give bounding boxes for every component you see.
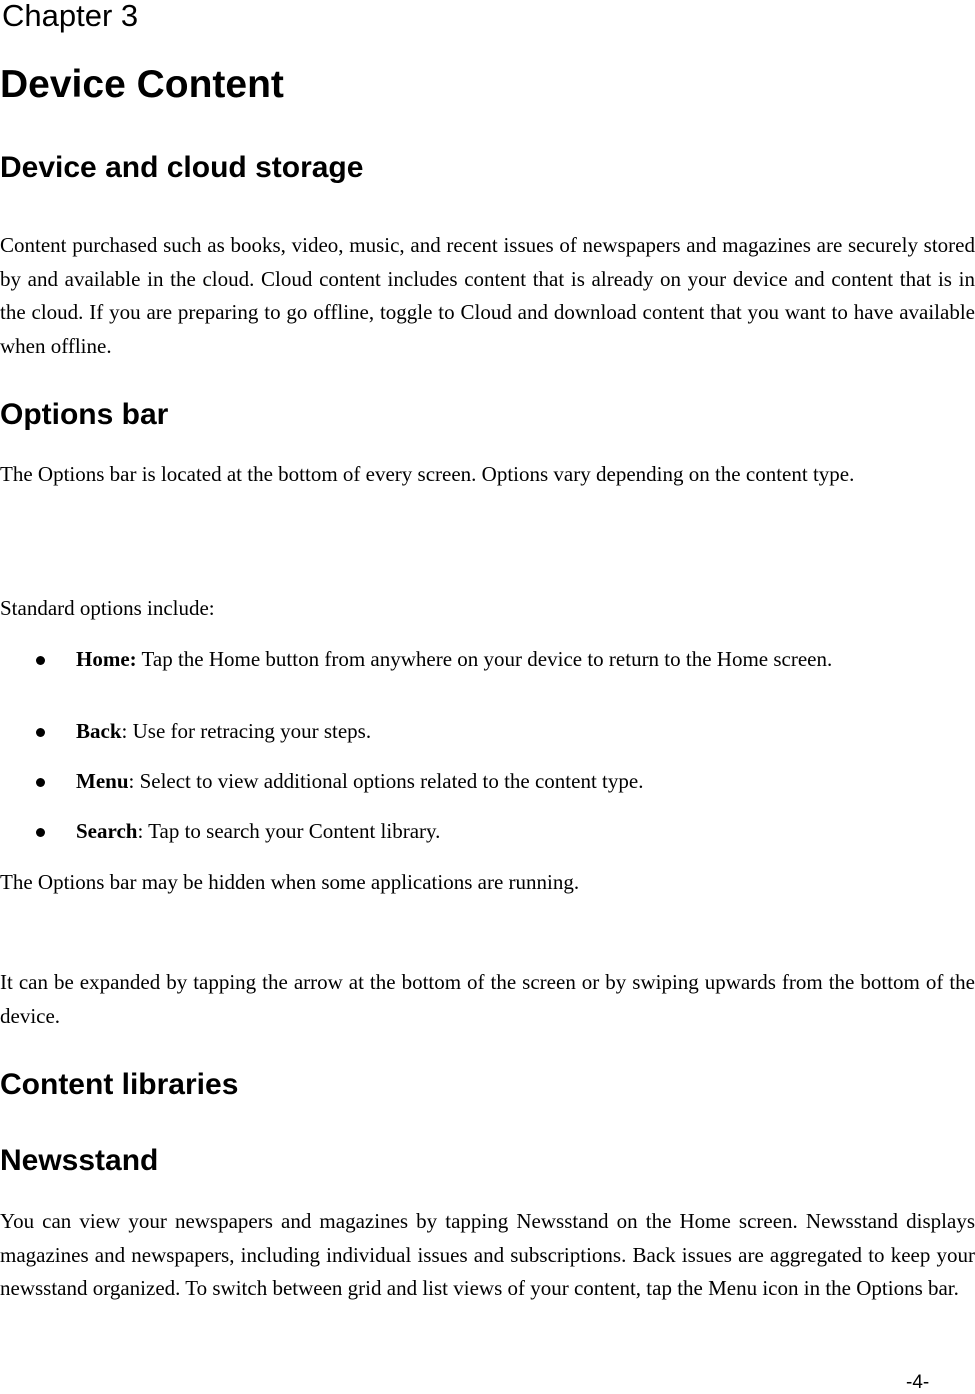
- page-number: -4-: [906, 1372, 930, 1393]
- list-item-text: [76, 815, 916, 848]
- list-item-description: : Tap to search your Content library.: [137, 819, 441, 843]
- list-item-text: [76, 765, 916, 798]
- section-heading-options-bar: Options bar: [0, 398, 169, 431]
- list-item-term: Menu: [76, 769, 129, 793]
- list-item-description: : Use for retracing your steps.: [121, 719, 372, 743]
- list-item-term: Search: [76, 819, 138, 843]
- list-item-term: Home:: [76, 647, 137, 671]
- list-item-text: [76, 715, 916, 748]
- bullet-icon: [36, 728, 45, 737]
- newsstand-paragraph: You can view your newspapers and magazines by tapping Newsstand on the Home screen. Newsstand displays magazines and newspapers, including individual issues and subscriptions. Back issues are aggregated to keep your newsstand organized. To switch between grid and list views of your content, tap the Menu icon in the Options bar.: [0, 1209, 975, 1300]
- section-heading-content-libraries: Content libraries: [0, 1068, 239, 1101]
- storage-paragraph: Content purchased such as books, video, music, and recent issues of newspapers and magazines are securely stored by and available in the cloud. Cloud content includes content that is already on your device and content that is in the cloud. If you are preparing to go offline, toggle to Cloud and download content that you want to have available when offline.: [0, 233, 975, 358]
- bullet-icon: [36, 656, 45, 665]
- page-title: Device Content: [0, 63, 284, 106]
- list-item-description: Tap the Home button from anywhere on your device to return to the Home screen.: [136, 647, 833, 671]
- standard-options-label: Standard options include:: [0, 596, 215, 620]
- section-heading-storage: Device and cloud storage: [0, 151, 364, 184]
- bullet-icon: [36, 778, 45, 787]
- section-heading-newsstand: Newsstand: [0, 1144, 159, 1177]
- options-bar-hidden-note: The Options bar may be hidden when some applications are running.: [0, 870, 580, 894]
- list-item-text: [76, 643, 916, 676]
- bullet-icon: [36, 828, 45, 837]
- list-item-term: Back: [76, 719, 122, 743]
- options-bar-intro: The Options bar is located at the bottom of every screen. Options vary depending on the content type.: [0, 462, 855, 486]
- list-item-description: : Select to view additional options related to the content type.: [128, 769, 644, 793]
- options-bar-expand-note: It can be expanded by tapping the arrow at the bottom of the screen or by swiping upwards from the bottom of the device.: [0, 970, 975, 1028]
- chapter-label: Chapter 3: [2, 0, 139, 33]
